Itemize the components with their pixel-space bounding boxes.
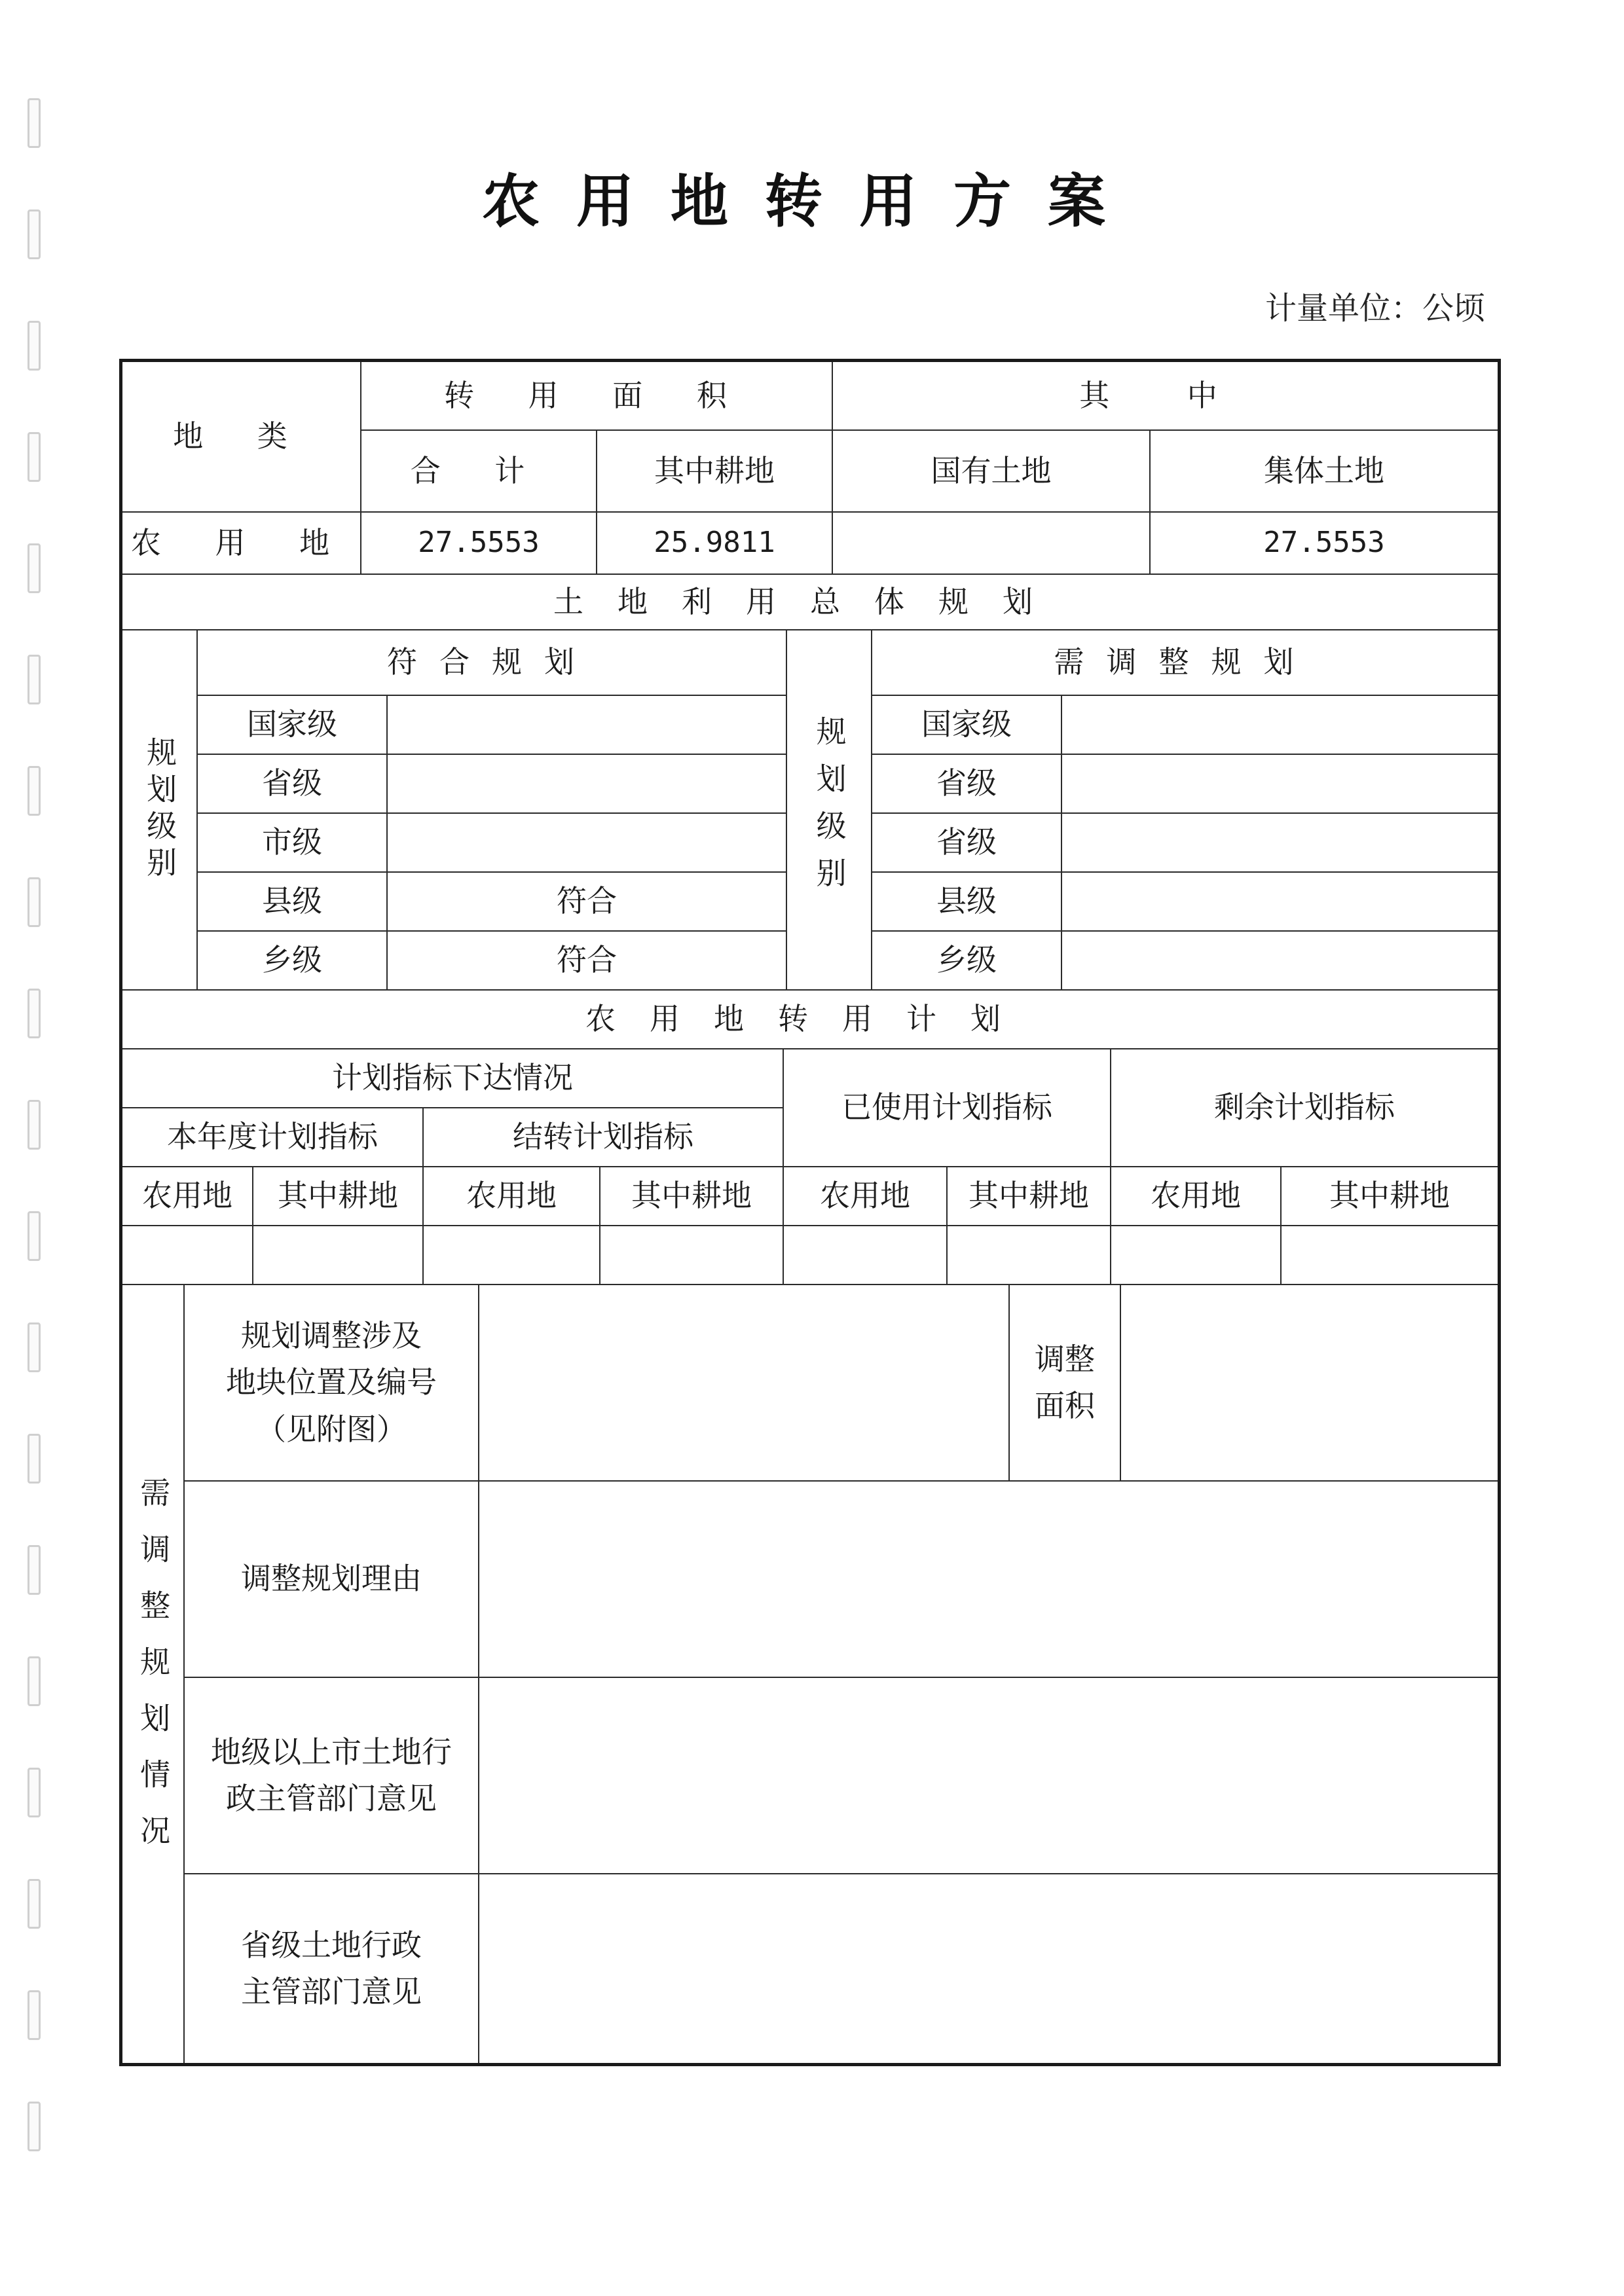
annual-indicators-header: 本年度计划指标	[122, 1108, 424, 1167]
binding-hole	[28, 321, 41, 371]
adjustment-area-label: 调整 面积	[1010, 1285, 1121, 1482]
left-level-county: 县级	[198, 873, 388, 932]
carryover-cultivated-col: 其中耕地	[600, 1167, 784, 1226]
used-farmland-col: 农用地	[784, 1167, 948, 1226]
carryover-farmland-col: 农用地	[424, 1167, 600, 1226]
farmland-row-label: 农 用 地	[122, 513, 361, 575]
binding-hole	[28, 1322, 41, 1372]
compliant-plan-header: 符合规划	[198, 630, 787, 696]
used-cultivated-col: 其中耕地	[948, 1167, 1111, 1226]
used-indicators-header: 已使用计划指标	[784, 1049, 1111, 1167]
left-value-city	[388, 814, 787, 873]
carryover-farmland-value	[424, 1226, 600, 1285]
city-opinion-label: 地级以上市土地行 政主管部门意见	[185, 1678, 479, 1874]
binding-hole	[28, 655, 41, 704]
binding-hole	[28, 1545, 41, 1595]
remaining-farmland-col: 农用地	[1111, 1167, 1282, 1226]
of-which-header: 其 中	[833, 362, 1498, 431]
province-opinion-value	[479, 1874, 1498, 2063]
adjustment-location-value	[479, 1285, 1010, 1482]
plan-level-group-label-right: 规划级别	[787, 630, 872, 991]
right-level-province: 省级	[872, 755, 1062, 814]
farmland-total-value: 27.5553	[361, 513, 597, 575]
adjust-plan-header: 需调整规划	[872, 630, 1498, 696]
left-value-township: 符合	[388, 932, 787, 991]
province-opinion-label: 省级土地行政 主管部门意见	[185, 1874, 479, 2063]
right-level-province-2: 省级	[872, 814, 1062, 873]
adjustment-reason-value	[479, 1482, 1498, 1678]
cultivated-header: 其中耕地	[597, 431, 833, 513]
state-land-header: 国有土地	[833, 431, 1151, 513]
binding-hole	[28, 1768, 41, 1817]
left-level-national: 国家级	[198, 696, 388, 755]
binding-hole	[28, 1879, 41, 1929]
general-plan-title: 土地利用总体规划	[122, 575, 1498, 630]
right-value-national	[1062, 696, 1498, 755]
left-level-city: 市级	[198, 814, 388, 873]
adjustment-area-value	[1121, 1285, 1498, 1482]
page-title: 农用地转用方案	[481, 167, 1142, 235]
carryover-indicators-header: 结转计划指标	[424, 1108, 784, 1167]
right-level-county: 县级	[872, 873, 1062, 932]
binding-holes	[13, 0, 52, 2296]
adjustment-group-label: 需调整规划情况	[122, 1285, 185, 2063]
conversion-plan-title: 农用地转用计划	[122, 991, 1498, 1049]
right-value-province	[1062, 755, 1498, 814]
binding-hole	[28, 989, 41, 1038]
farmland-collective-value: 27.5553	[1151, 513, 1498, 575]
binding-hole	[28, 1656, 41, 1706]
issued-indicators-header: 计划指标下达情况	[122, 1049, 784, 1108]
binding-hole	[28, 1434, 41, 1484]
left-level-province: 省级	[198, 755, 388, 814]
conversion-area-header: 转 用 面 积	[361, 362, 833, 431]
used-farmland-value	[784, 1226, 948, 1285]
total-header: 合 计	[361, 431, 597, 513]
farmland-state-value	[833, 513, 1151, 575]
adjustment-reason-label: 调整规划理由	[185, 1482, 479, 1678]
annual-cultivated-col: 其中耕地	[253, 1167, 424, 1226]
binding-hole	[28, 432, 41, 482]
left-level-township: 乡级	[198, 932, 388, 991]
right-level-national: 国家级	[872, 696, 1062, 755]
land-conversion-form	[119, 359, 1501, 2066]
left-value-national	[388, 696, 787, 755]
binding-hole	[28, 1990, 41, 2040]
city-opinion-value	[479, 1678, 1498, 1874]
binding-hole	[28, 877, 41, 927]
carryover-cultivated-value	[600, 1226, 784, 1285]
remaining-indicators-header: 剩余计划指标	[1111, 1049, 1498, 1167]
right-value-county	[1062, 873, 1498, 932]
binding-hole	[28, 1100, 41, 1150]
right-value-township	[1062, 932, 1498, 991]
binding-hole	[28, 766, 41, 816]
collective-land-header: 集体土地	[1151, 431, 1498, 513]
plan-level-group-label-left: 规划级别	[122, 630, 198, 991]
left-value-province	[388, 755, 787, 814]
binding-hole	[28, 98, 41, 148]
remaining-cultivated-value	[1282, 1226, 1498, 1285]
annual-farmland-col: 农用地	[122, 1167, 253, 1226]
binding-hole	[28, 1211, 41, 1261]
remaining-cultivated-col: 其中耕地	[1282, 1167, 1498, 1226]
left-value-county: 符合	[388, 873, 787, 932]
land-type-header: 地 类	[122, 362, 361, 513]
farmland-cultivated-value: 25.9811	[597, 513, 833, 575]
measurement-unit: 计量单位：公顷	[1264, 290, 1485, 327]
annual-cultivated-value	[253, 1226, 424, 1285]
binding-hole	[28, 543, 41, 593]
remaining-farmland-value	[1111, 1226, 1282, 1285]
right-value-province-2	[1062, 814, 1498, 873]
annual-farmland-value	[122, 1226, 253, 1285]
used-cultivated-value	[948, 1226, 1111, 1285]
binding-hole	[28, 2102, 41, 2151]
adjustment-location-label: 规划调整涉及 地块位置及编号 （见附图）	[185, 1285, 479, 1482]
right-level-township: 乡级	[872, 932, 1062, 991]
